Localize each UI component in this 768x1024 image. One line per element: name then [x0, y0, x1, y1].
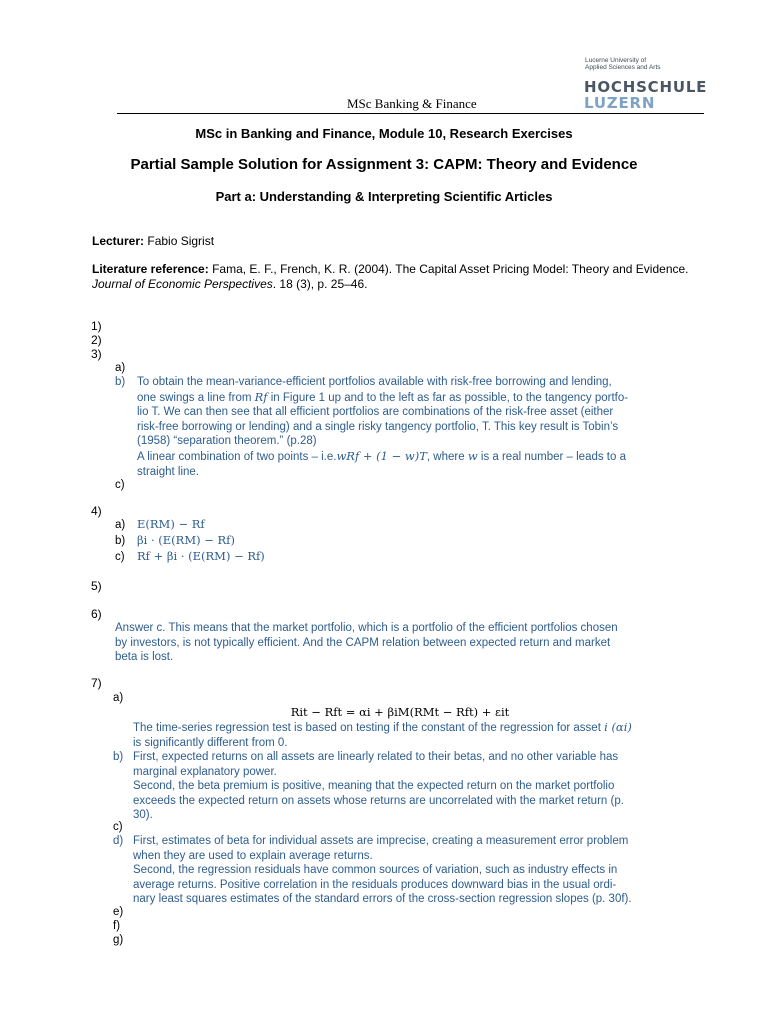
literature-reference [92, 262, 692, 292]
q7-b-line1: First, expected returns on all assets are linearly related to their betas, and no other variable has [133, 751, 619, 763]
q6-line3: beta is lost. [115, 651, 174, 664]
header-divider [117, 113, 704, 114]
q7-b-line3: Second, the beta premium is positive, meaning that the expected return on the market portfolio [133, 780, 615, 793]
q7-d-line4: average returns. Positive correlation in the residuals produces downward bias in the usual ordi- [133, 878, 617, 891]
header-title: MSc Banking & Finance [347, 96, 477, 111]
q4-a-label: a) [115, 519, 126, 531]
literature-tail: . 18 (3), p. 25–46. [272, 277, 368, 291]
q7-b-label: b) [113, 751, 124, 763]
q3-b-line4: risk-free borrowing or lending) and a single risky tangency portfolio, T. This key result is Tobin’s [137, 420, 619, 433]
asset-alpha-symbol: i (αi) [604, 720, 632, 734]
question-5-number: 5) [91, 579, 102, 593]
q6-answer [115, 621, 695, 665]
lecturer-label: Lecturer: [92, 234, 145, 248]
q3-b-label: b) [115, 376, 126, 388]
q7-d-label: d) [113, 835, 124, 847]
q3-b-answer [137, 375, 697, 479]
q3-b-line5: (1958) “separation theorem.” (p.28) [137, 435, 317, 448]
logo-tagline-line1: Lucerne University of [585, 57, 647, 64]
literature-journal: Journal of Economic Perspectives [92, 277, 273, 291]
q7-b-line4: exceeds the expected return on assets whose returns are uncorrelated with the market return (p. [133, 794, 624, 807]
rf-symbol: Rf [254, 389, 268, 404]
q7-c-label: c) [113, 821, 123, 833]
logo-luzern: LUZERN [584, 94, 656, 112]
q7-a-line2: is significantly different from 0. [133, 736, 288, 749]
part-heading: Part a: Understanding & Interpreting Scientific Articles [215, 189, 553, 204]
q3-b-line7: straight line. [137, 465, 200, 478]
q6-line2: by investors, is not typically efficient. And the CAPM relation between expected return and market [115, 636, 611, 649]
q3-b-line2: one swings a line from Rf in Figure 1 up and to the left as far as possible, to the tangency portfo- [137, 389, 629, 404]
logo-tagline-line2: Applied Sciences and Arts [585, 64, 661, 71]
q7-d-line2: when they are used to explain average returns. [133, 849, 373, 862]
q3-c-label: c) [115, 479, 125, 491]
document-subtitle: Partial Sample Solution for Assignment 3: CAPM: Theory and Evidence [130, 156, 638, 173]
lecturer-line [92, 234, 214, 248]
question-6-number: 6) [91, 607, 102, 621]
q7-a-label: a) [113, 692, 124, 704]
question-3-number: 3) [91, 347, 102, 361]
logo-tagline [585, 57, 661, 71]
q4-a-formula: E(RM) − Rf [137, 517, 205, 531]
q7-d-line1: First, estimates of beta for individual assets are imprecise, creating a measurement error problem [133, 835, 629, 847]
q7-regression-equation: Rit − Rft = αi + βiM(RMt − Rft) + εit [290, 705, 510, 719]
document-title: MSc in Banking and Finance, Module 10, Research Exercises [195, 126, 573, 141]
q3-b-line6: A linear combination of two points – i.e.wRf + (1 − w)T, where w is a real number – leads to a [137, 448, 626, 463]
literature-label: Literature reference: [92, 262, 209, 276]
w-symbol: w [467, 448, 478, 463]
q7-f-label: f) [113, 920, 121, 932]
question-2-number: 2) [91, 333, 102, 347]
lecturer-name: Fabio Sigrist [147, 234, 215, 248]
q3-b-line3: lio T. We can then see that all efficient portfolios are combinations of the risk-free asset (either [137, 406, 614, 419]
q4-b-formula: βi · (E(RM) − Rf) [137, 533, 235, 547]
q4-c-label: c) [115, 551, 125, 563]
q7-d-line5: nary least squares estimates of the standard errors of the cross-section regression slopes (p. 30f). [133, 893, 632, 906]
q7-e-label: e) [113, 906, 124, 918]
q7-d-answer [133, 834, 703, 907]
q4-c-formula: Rf + βi · (E(RM) − Rf) [137, 549, 265, 563]
q7-a-answer [133, 720, 703, 750]
question-1-number: 1) [91, 319, 102, 333]
q3-b-line1: To obtain the mean-variance-efficient portfolios available with risk-free borrowing and lending, [137, 376, 612, 388]
q7-b-answer [133, 750, 703, 823]
logo-hochschule: HOCHSCHULE [584, 78, 708, 96]
q7-a-line1: The time-series regression test is based on testing if the constant of the regression for asset i (αi) [133, 720, 632, 734]
q7-b-line2: marginal explanatory power. [133, 765, 277, 778]
q7-g-label: g) [113, 934, 124, 946]
question-7-number: 7) [91, 676, 102, 690]
q7-d-line3: Second, the regression residuals have common sources of variation, such as industry effects in [133, 864, 618, 877]
q4-b-label: b) [115, 535, 126, 547]
q7-b-line5: 30). [133, 809, 153, 822]
combo-formula: wRf + (1 − w)T [336, 448, 427, 463]
question-4-number: 4) [91, 504, 102, 518]
q3-a-label: a) [115, 362, 126, 374]
q6-line1: Answer c. This means that the market portfolio, which is a portfolio of the efficient portfolios chosen [115, 622, 618, 634]
literature-text: Fama, E. F., French, K. R. (2004). The Capital Asset Pricing Model: Theory and Evidence. [212, 262, 689, 276]
